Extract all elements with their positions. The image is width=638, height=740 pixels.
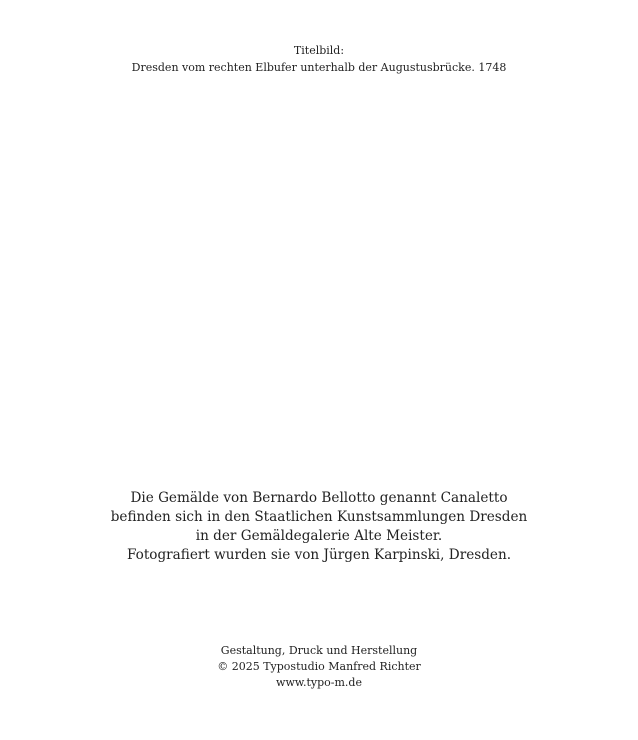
imprint-block [0, 643, 638, 691]
note-line: befinden sich in den Staatlichen Kunstsammlungen Dresden [110, 509, 528, 525]
copyright-line: © 2025 Typostudio Manfred Richter [217, 660, 421, 673]
frontispiece-caption-block [0, 42, 638, 76]
painting-credits-note [0, 489, 638, 565]
note-line: in der Gemäldegalerie Alte Meister. [195, 528, 443, 544]
website-line: www.typo-m.de [276, 676, 362, 689]
note-line: Die Gemälde von Bernardo Bellotto genannt Canaletto [130, 490, 508, 506]
note-line: Fotografiert wurden sie von Jürgen Karpinski, Dresden. [126, 547, 512, 563]
frontispiece-label: Titelbild: [293, 44, 345, 57]
imprint-line: Gestaltung, Druck und Herstellung [220, 644, 418, 657]
frontispiece-caption: Dresden vom rechten Elbufer unterhalb der Augustusbrücke. 1748 [131, 61, 507, 74]
